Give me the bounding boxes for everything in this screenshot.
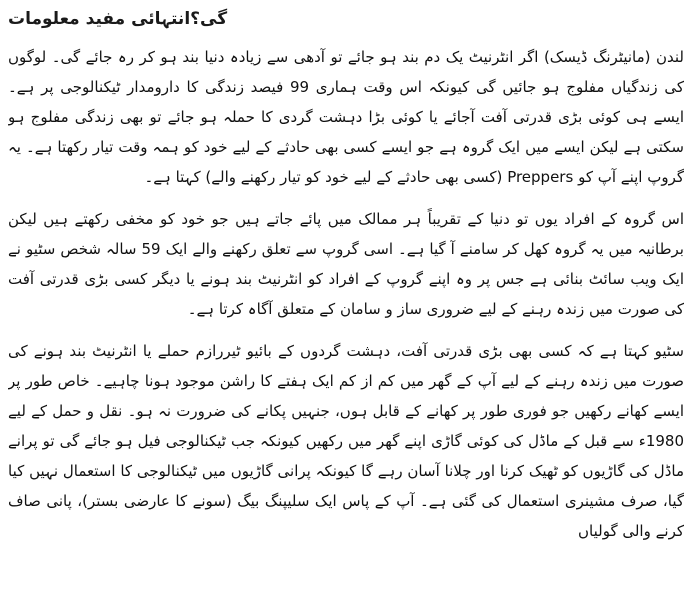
article-paragraph: لندن (مانیٹرنگ ڈیسک) اگر انٹرنیٹ یک دم بند ہو جائے تو آدھی سے زیادہ دنیا بند ہو کر رہ جائے گی۔ لوگوں کی زندگیاں مفلوج ہو جائیں گی کیونکہ اس وقت ہماری 99 فیصد زندگی کا دارومدار ٹیکنالوجی پر ہے۔ ایسے ہی کوئی بڑی قدرتی آفت آجائے یا کوئی بڑا دہشت گردی کا حملہ ہو جائے تو بھی زندگی مفلوج ہو سکتی ہے لیکن ایسے میں ایک گروہ ہے جو ایسے کسی بھی حادثے کے لیے خود کو ہمہ وقت تیار رکھتا ہے۔ یہ گروپ اپنے آپ کو Preppers (کسی بھی حادثے کے لیے خود کو تیار رکھنے والے) کہتا ہے۔ <box>8 48 684 186</box>
article-headline: گی؟انتہائی مفید معلومات <box>8 9 228 29</box>
article-paragraph: اس گروہ کے افراد یوں تو دنیا کے تقریباً ہر ممالک میں پائے جاتے ہیں جو خود کو مخفی رکھتے ہیں لیکن برطانیہ میں یہ گروہ کھل کر سامنے آ گیا ہے۔ اسی گروپ سے تعلق رکھنے والے ایک 59 سالہ شخص سٹیو نے ایک ویب سائٹ بنائی ہے جس پر وہ اپنے گروپ کے افراد کو انٹرنیٹ بند ہونے یا دیگر کسی بڑی قدرتی آفت کی صورت میں زندہ رہنے کے لیے ضروری ساز و سامان کے متعلق آگاہ کرتا ہے۔ <box>8 210 684 318</box>
article-body <box>8 0 684 600</box>
article-paragraph: سٹیو کہتا ہے کہ کسی بھی بڑی قدرتی آفت، دہشت گردوں کے بائیو ٹیررازم حملے یا انٹرنیٹ بند ہونے کی صورت میں زندہ رہنے کے لیے آپ کے گھر میں کم از کم ایک ہفتے کا راشن موجود ہونا چاہیے۔ خاص طور پر ایسے کھانے رکھیں جو فوری طور پر کھانے کے قابل ہوں، جنہیں پکانے کی ضرورت نہ ہو۔ نقل و حمل کے لیے 1980ء سے قبل کے ماڈل کی کوئی گاڑی اپنے گھر میں رکھیں کیونکہ جب ٹیکنالوجی فیل ہو جائے گی تو پرانے ماڈل کی گاڑیوں کو ٹھیک کرنا اور چلانا آسان رہے گا کیونکہ پرانی گاڑیوں میں ٹیکنالوجی کا استعمال نہیں کیا گیا، صرف مشینری استعمال کی گئی ہے۔ آپ کے پاس ایک سلیپنگ بیگ (سونے کا عارضی بستر)، پانی صاف کرنے والی گولیاں <box>8 342 684 540</box>
